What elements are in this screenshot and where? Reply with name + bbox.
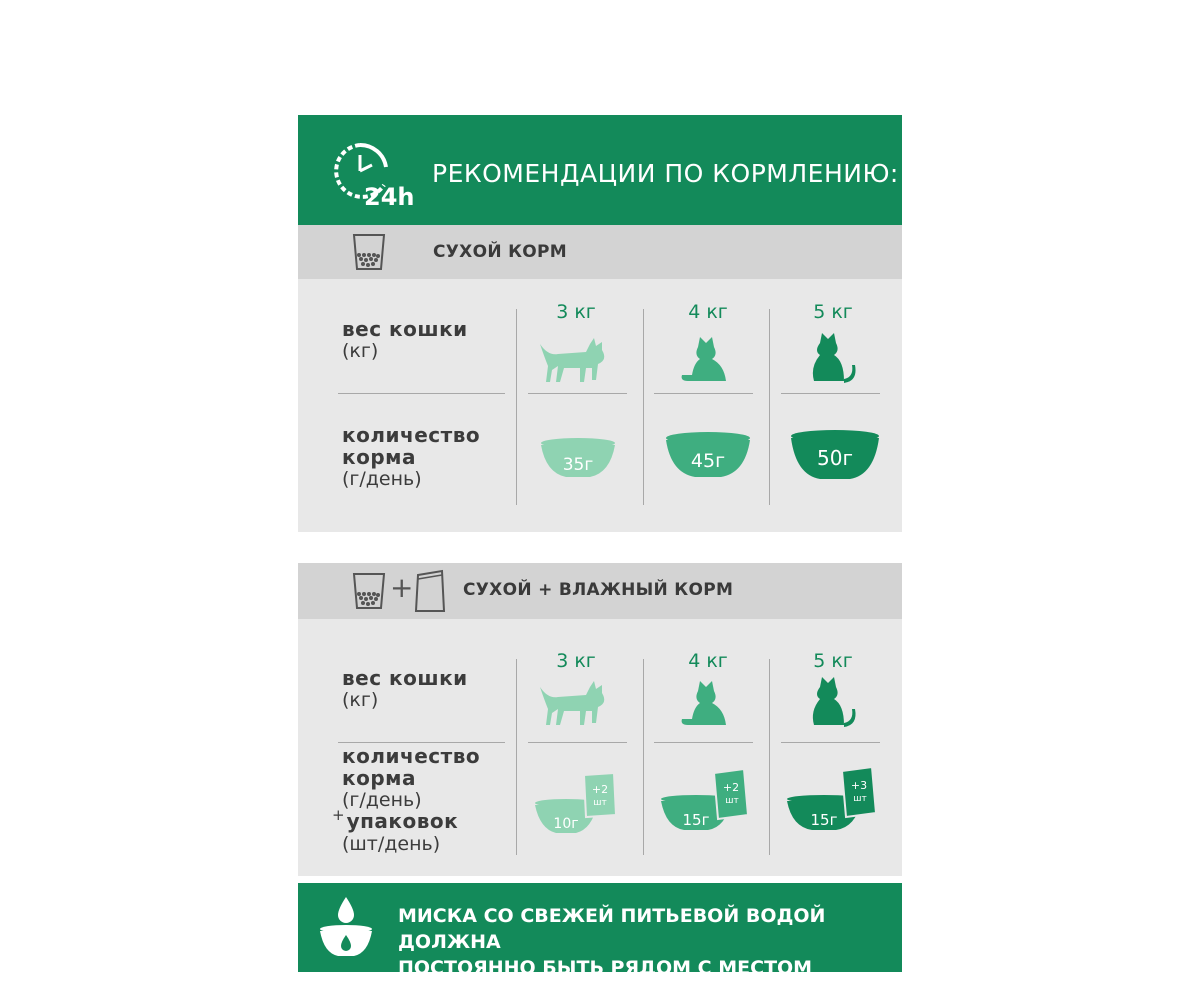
svg-text:шт: шт <box>725 796 739 806</box>
svg-text:шт: шт <box>853 794 867 804</box>
mixed-food-label: СУХОЙ + ВЛАЖНЫЙ КОРМ <box>463 580 734 600</box>
amount-row-label: количество корма (г/день) + упаковок (шт/день) <box>332 744 481 855</box>
svg-text:шт: шт <box>593 798 607 808</box>
divider <box>769 659 770 855</box>
water-bowl-icon <box>318 895 374 959</box>
plus-icon: + <box>390 571 414 604</box>
divider <box>516 309 517 505</box>
water-reminder-text: МИСКА СО СВЕЖЕЙ ПИТЬЕВОЙ ВОДОЙ ДОЛЖНА ПОСТОЯННО БЫТЬ РЯДОМ С МЕСТОМ КОРМЛЕНИЯ <box>398 905 826 1005</box>
wet-food-pouch-icon <box>414 569 446 613</box>
bowl-with-pouch-icon <box>786 765 886 833</box>
weight-4kg: 4 кг <box>688 301 728 323</box>
walking-cat-icon <box>538 677 610 729</box>
svg-text:15г: 15г <box>810 811 838 829</box>
divider <box>781 742 880 743</box>
weight-3kg: 3 кг <box>556 301 596 323</box>
dry-food-bar <box>298 225 902 279</box>
divider <box>781 393 880 394</box>
svg-text:15г: 15г <box>682 811 710 829</box>
walking-cat-icon <box>538 334 610 386</box>
svg-text:10г: 10г <box>553 816 579 832</box>
weight-3kg: 3 кг <box>556 650 596 672</box>
food-bowl-icon <box>665 431 751 479</box>
divider <box>643 659 644 855</box>
mixed-food-bar <box>298 563 902 619</box>
dry-food-label: СУХОЙ КОРМ <box>433 242 568 262</box>
page-title: РЕКОМЕНДАЦИИ ПО КОРМЛЕНИЮ: <box>432 159 899 188</box>
svg-text:45г: 45г <box>690 450 726 472</box>
divider <box>654 742 753 743</box>
sitting-cat-icon <box>808 331 858 387</box>
divider <box>769 309 770 505</box>
weight-5kg: 5 кг <box>813 650 853 672</box>
sitting-cat-icon <box>678 679 734 729</box>
dry-food-glass-icon <box>352 571 386 611</box>
dry-food-glass-icon <box>352 232 386 272</box>
divider <box>516 659 517 855</box>
sitting-cat-icon <box>678 335 734 385</box>
bowl-with-pouch-icon <box>660 767 760 833</box>
svg-text:+3: +3 <box>850 779 868 792</box>
sitting-cat-icon <box>808 675 858 731</box>
divider <box>654 393 753 394</box>
bowl-with-pouch-icon <box>534 771 630 837</box>
svg-text:35г: 35г <box>562 455 594 475</box>
weight-4kg: 4 кг <box>688 650 728 672</box>
divider <box>338 742 505 743</box>
svg-text:+2: +2 <box>591 783 609 796</box>
water-reminder-banner <box>298 883 902 1005</box>
clock-24h-icon <box>330 137 420 209</box>
weight-row-label: вес кошки (кг) <box>342 317 468 362</box>
weight-5kg: 5 кг <box>813 301 853 323</box>
divider <box>528 393 627 394</box>
header-banner <box>298 115 902 225</box>
divider <box>338 393 505 394</box>
food-bowl-icon <box>540 437 616 479</box>
amount-row-label: количество корма (г/день) <box>342 423 481 490</box>
svg-text:50г: 50г <box>817 446 853 470</box>
svg-text:24h: 24h <box>364 183 415 209</box>
food-bowl-icon <box>790 429 880 481</box>
divider <box>643 309 644 505</box>
mixed-food-table <box>298 619 902 876</box>
divider <box>528 742 627 743</box>
dry-food-table <box>298 279 902 532</box>
weight-row-label: вес кошки (кг) <box>342 666 468 711</box>
svg-text:+2: +2 <box>722 781 740 794</box>
